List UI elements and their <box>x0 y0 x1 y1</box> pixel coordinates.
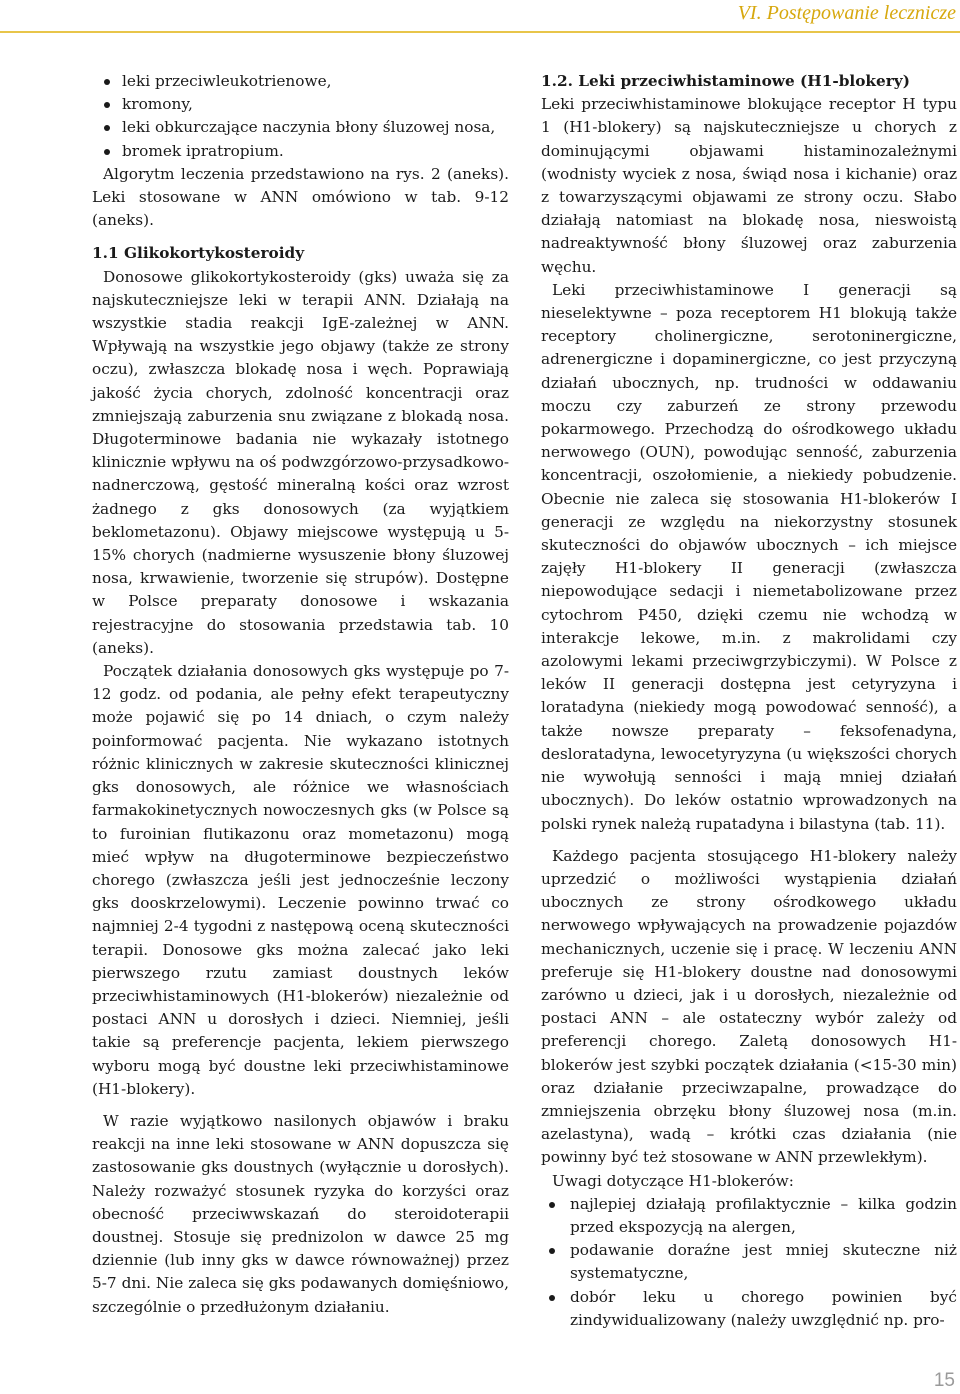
list-item <box>92 140 509 163</box>
list-item-text: kromony, <box>122 95 193 114</box>
bullet-icon <box>549 1202 555 1208</box>
section-title: VI. Postępowanie lecznicze <box>737 2 956 24</box>
list-item-text: leki przeciwleukotrienowe, <box>122 72 332 90</box>
header-divider <box>0 31 960 33</box>
paragraph: Leki przeciwhistaminowe I generacji są nieselektywne – poza receptorem H1 blokują także receptory cholinergiczne, serotoninergiczne, adrenergiczne i dopaminergiczne, co jest przyczyną działań ubocznych, np. trudności w oddawaniu moczu czy zaburzeń ze strony przewodu pokarmowego. Przechodzą do ośrodkowego układu nerwowego (OUN), powodując senność, zaburzenia koncentracji, oszołomienie, a niekiedy pobudzenie. Obecnie nie zaleca się stosowania H1-blokerów I generacji ze względu na niekorzystny stosunek skuteczności do objawów ubocznych – ich miejsce zajęły H1-blokery II generacji (zwłaszcza niepowodujące sedacji i niemetabolizowane przez cytochrom P450, dzięki czemu nie wchodzą w interakcje lekowe, m.in. z makrolidami czy azolowymi lekami przeciwgrzybiczymi). W Polsce z leków II generacji dostępna jest cetyryzyna i loratadyna (niekiedy mogą powodować senność), a także nowsze preparaty – feksofenadyna, desloratadyna, lewocetyryzyna (u większości chorych nie wywołują senności i mają mniej działań ubocznych). Do leków ostatnio wprowadzonych na polski rynek należą rupatadyna i bilastyna (tab. 11). <box>541 280 957 833</box>
list-item <box>92 70 509 93</box>
paragraph: Początek działania donosowych gks występuje po 7-12 godz. od podania, ale pełny efekt terapeutyczny może pojawić się po 14 dniach, o czym należy poinformować pacjenta. Nie wykazano istotnych różnic klinicznych w zakresie skuteczności klinicznej gks donosowych, ale różnice we własnościach farmakokinetycznych nowoczesnych gks (w Polsce są to furoinian flutikazonu oraz mometazonu) mogą mieć wpływ na długoterminowe bezpieczeństwo chorego (zwłaszcza jeśli jest jednocześnie leczony gks dooskrzelowymi). Leczenie powinno trwać co najmniej 2-4 tygodni z następową oceną skuteczności terapii. Donosowe gks można zalecać jako leki pierwszego rzutu zamiast doustnych leków przeciwhistaminowych (H1-blokerów) niezależnie od postaci ANN u dorosłych i dzieci. Niemniej, jeśli takie są preferencje pacjenta, lekiem pierwszego wyboru mogą być doustne leki przeciwhistaminowe (H1-blokery). <box>92 662 509 1098</box>
list-item <box>541 1239 957 1285</box>
running-header <box>0 0 960 32</box>
section-heading-antihistamines: 1.2. Leki przeciwhistaminowe (H1-blokery) <box>541 72 910 90</box>
bullet-icon <box>104 149 110 155</box>
paragraph: Donosowe glikokortykosteroidy (gks) uważa się za najskuteczniejsze leki w terapii ANN. Działają na wszystkie stadia reakcji IgE-zależnej w ANN. Wpływają na wszystkie jego objawy (także ze strony oczu), zwłaszcza blokadę nosa i węch. Poprawiają jakość życia chorych, zdolność koncentracji oraz zmniejszają zaburzenia snu związane z blokadą nosa. Długoterminowe badania nie wykazały istotnego klinicznie wpływu na oś podwzgórzowo-przysadkowo-nadnerczową, gęstość mineralną kości oraz wzrost żadnego z gks donosowych (za wyjątkiem beklometazonu). Objawy miejscowe występują u 5-15% chorych (nadmierne wysuszenie błony śluzowej nosa, krwawienie, tworzenie się strupów). Dostępne w Polsce preparaty donosowe i wskazania rejestracyjne do stosowania przedstawia tab. 10 (aneks). <box>92 267 509 657</box>
bullet-icon <box>104 102 110 108</box>
list-item <box>92 93 509 116</box>
page-number: 15 <box>933 1370 955 1391</box>
right-column <box>541 70 957 1332</box>
section-heading-glucocorticoids: 1.1 Glikokortykosteroidy <box>92 244 305 263</box>
paragraph: Leki przeciwhistaminowe blokujące receptor H typu 1 (H1-blokery) są najskuteczniejsze u chorych z dominującymi objawami histaminozależnymi (wodnisty wyciek z nosa, świąd nosa i kichanie) oraz z towarzyszącymi objawami ze strony oczu. Słabo działają natomiast na blokadę nosa, nieswoistą nadreaktywność błony śluzowej oraz zaburzenia węchu. <box>541 95 957 276</box>
list-item-text: leki obkurczające naczynia błony śluzowej nosa, <box>122 118 496 137</box>
drug-list <box>92 70 509 163</box>
notes-list <box>541 1193 957 1332</box>
notes-title: Uwagi dotyczące H1-blokerów: <box>552 1171 794 1190</box>
list-item <box>541 1193 957 1239</box>
left-column <box>92 70 509 1319</box>
bullet-icon <box>549 1248 555 1254</box>
list-item-text: bromek ipratropium. <box>122 141 284 160</box>
intro-paragraph: Algorytm leczenia przedstawiono na rys. 2 (aneks). Leki stosowane w ANN omówiono w tab. 9-12 (aneks). <box>92 164 509 230</box>
list-item-text: podawanie doraźne jest mniej skuteczne niż systematyczne, <box>570 1241 957 1283</box>
list-item-text: dobór leku u chorego powinien być zindywidualizowany (należy uwzględnić np. pro- <box>570 1287 957 1329</box>
bullet-icon <box>104 79 110 85</box>
paragraph: Każdego pacjenta stosującego H1-blokery należy uprzedzić o możliwości wystąpienia działań ubocznych ze strony ośrodkowego układu nerwowego wpływających na prowadzenie pojazdów mechanicznych, uczenie się i pracę. W leczeniu ANN preferuje się H1-blokery doustne nad donosowymi zarówno u dzieci, jak i u dorosłych, niezależnie od postaci ANN – ale ostateczny wybór zależy od preferencji chorego. Zaletą donosowych H1-blokerów jest szybki początek działania (<15-30 min) oraz działanie przeciwzapalne, prowadzące do zmniejszenia obrzęku błony śluzowej nosa (m.in. azelastyna), wadą – krótki czas działania (nie powinny być też stosowane w ANN przewlekłym). <box>541 846 957 1167</box>
bullet-icon <box>104 125 110 131</box>
bullet-icon <box>549 1295 555 1301</box>
paragraph: W razie wyjątkowo nasilonych objawów i braku reakcji na inne leki stosowane w ANN dopuszcza się zastosowanie gks doustnych (wyłącznie u dorosłych). Należy rozważyć stosunek ryzyka do korzyści oraz obecność przeciwwskazań do steroidoterapii doustnej. Stosuje się prednizolon w dawce 25 mg dziennie (lub inny gks w dawce równoważnej) przez 5-7 dni. Nie zaleca się gks podawanych domięśniowo, szczególnie o przedłużonym działaniu. <box>92 1111 509 1316</box>
list-item-text: najlepiej działają profilaktycznie – kilka godzin przed ekspozycją na alergen, <box>570 1194 957 1236</box>
list-item <box>92 116 509 139</box>
list-item <box>541 1286 957 1332</box>
